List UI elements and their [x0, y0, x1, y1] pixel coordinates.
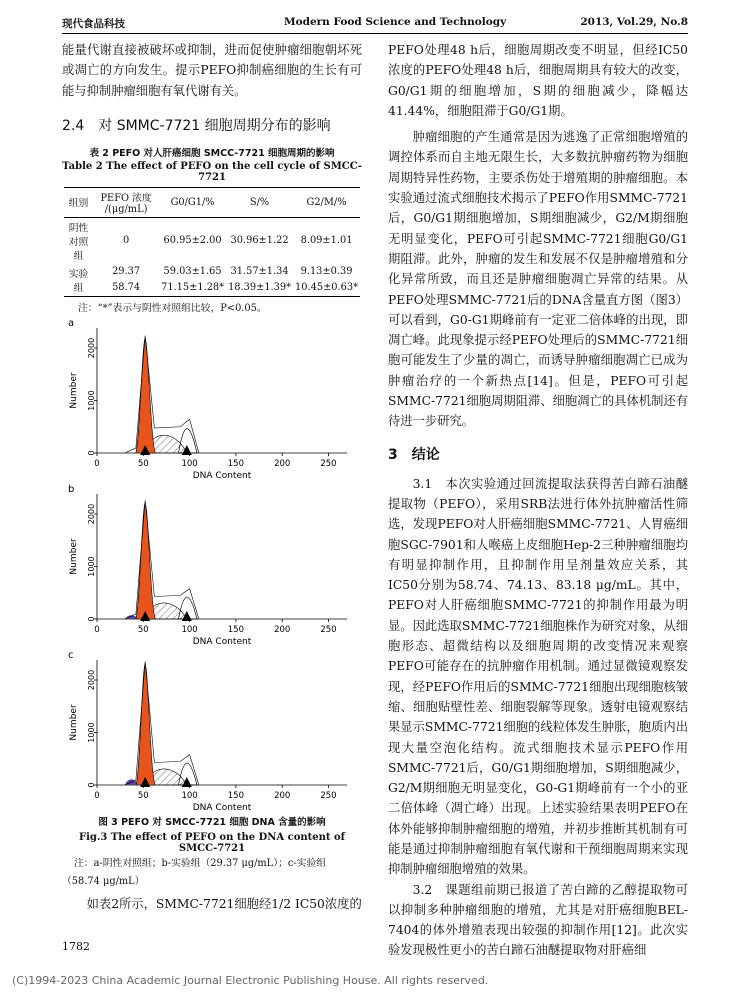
- y-tick-label: 0: [87, 782, 96, 788]
- left-paragraph-1: 能量代谢直接被破坏或抑制，进而促使肿瘤细胞朝坏死或凋亡的方向发生。提示PEFO抑制癌细胞的生长有可能与抑制肿瘤细胞有氧代谢有关。: [62, 43, 362, 98]
- table-cell: 29.37: [112, 266, 141, 278]
- panel-label: b: [68, 483, 75, 495]
- table-header-concentration: PEFO 浓度 /(μg/mL): [93, 187, 159, 217]
- figure-3-note-1: 注：a-阴性对照组；b-实验组（29.37 μg/mL）；c-实验组: [74, 857, 327, 869]
- table-cell: 9.13±0.39: [300, 266, 353, 278]
- histogram-svg: [62, 648, 362, 812]
- y-axis-label: Number: [69, 704, 79, 741]
- table-cell: 18.39±1.39*: [226, 280, 293, 297]
- table-header-g2m: G2/M/%: [293, 187, 360, 217]
- table-2-caption-cn: 表 2 PEFO 对人肝癌细胞 SMCC-7721 细胞周期的影响: [89, 147, 335, 159]
- x-axis-label: DNA Content: [192, 802, 252, 812]
- table-header-s: S/%: [226, 187, 293, 217]
- right-paragraph-2: 肿瘤细胞的产生通常是因为逃逸了正常细胞增殖的调控体系而自主地无限生长，大多数抗肿瘤药物为细胞周期特异性药物，主要杀伤处于增殖期的肿瘤细胞。本实验通过流式细胞技术揭示了PEFO作用SMMC-7721后，G0/G1期细胞增加，S期细胞减少，G2/M期细胞无明显变化，PEFO可引起SMMC-7721细胞G0/G1期阻滞。此外，肿瘤的发生和发展不仅是肿瘤增殖和分化异常所致，而且还是肿瘤细胞凋亡异常的结果。从PEFO处理SMMC-7721后的DNA含量直方图（图3）可以看到，G0-G1期峰前有一定亚二倍体峰的出现，即凋亡峰。此现象提示经PEFO处理后的SMMC-7721细胞可能发生了少量的凋亡，而诱导肿瘤细胞凋亡已成为肿瘤治疗的一个新热点[14]。但是，PEFO可引起SMMC-7721细胞周期阻滞、细胞凋亡的具体机制还有待进一步研究。: [388, 130, 688, 429]
- histogram-panel-c: [62, 648, 362, 812]
- y-tick-label: 2000: [87, 503, 96, 525]
- conclusion-3-2: 3.2 课题组前期已报道了苦白蹄的乙醇提取物可以抑制多种肿瘤细胞的增殖，尤其是对肝癌细胞BEL-7404的体外增殖表现出较强的抑制作用[12]。此次实验发现极性更小的苦白蹄石油醚提取物对肝癌细: [388, 882, 688, 958]
- x-tick-label: 200: [274, 790, 291, 801]
- histogram-svg: [62, 316, 362, 480]
- x-tick-label: 150: [227, 790, 245, 801]
- x-tick-label: 150: [227, 624, 245, 635]
- y-tick-label: 1000: [87, 556, 96, 577]
- y-tick-label: 2000: [87, 669, 96, 691]
- y-tick-label: 0: [87, 616, 96, 622]
- table-cell: 0: [122, 235, 130, 247]
- x-tick-label: 250: [320, 790, 337, 801]
- table-row: [64, 280, 360, 297]
- y-axis-label: Number: [69, 372, 79, 409]
- copyright-footer: (C)1994-2023 China Academic Journal Electronic Publishing House. All rights reserved.: [12, 974, 489, 987]
- table-row: [64, 217, 360, 264]
- x-tick-label: 100: [181, 458, 198, 469]
- x-tick-label: 50: [137, 458, 149, 469]
- figure-3-note-2: （58.74 μg/mL）: [62, 875, 145, 887]
- histogram-panel-a: [62, 316, 362, 480]
- table-cell: 8.09±1.01: [300, 235, 353, 247]
- x-tick-label: 250: [320, 624, 337, 635]
- x-tick-label: 50: [137, 790, 149, 801]
- y-tick-label: 0: [87, 450, 96, 456]
- x-tick-label: 0: [94, 624, 100, 635]
- figure-3-caption-en: Fig.3 The effect of PEFO on the DNA content of SMCC-7721: [79, 831, 345, 854]
- section-2-4-heading: 2.4 对 SMMC-7721 细胞周期分布的影响: [62, 117, 331, 134]
- envelope-curve: [125, 500, 199, 619]
- x-tick-label: 50: [137, 624, 149, 635]
- x-tick-label: 150: [227, 458, 245, 469]
- table-cell: 58.74: [93, 280, 159, 297]
- right-column: [388, 40, 688, 961]
- x-tick-label: 100: [181, 790, 198, 801]
- table-header-g0g1: G0/G1/%: [159, 187, 226, 217]
- histogram-panel-b: [62, 482, 362, 646]
- envelope-curve: [125, 661, 199, 785]
- x-tick-label: 250: [320, 458, 337, 469]
- y-tick-label: 1000: [87, 390, 96, 411]
- journal-name-en: Modern Food Science and Technology: [284, 16, 507, 28]
- panel-label: c: [68, 649, 74, 661]
- table-cell: 实验组: [64, 264, 93, 297]
- page-number: 1782: [62, 940, 90, 953]
- g0g1-peak: [136, 503, 156, 619]
- running-header: [62, 16, 688, 30]
- x-axis-label: DNA Content: [192, 636, 252, 646]
- g0g1-peak: [136, 338, 156, 453]
- table-2-caption-en: Table 2 The effect of PEFO on the cell cycle of SMCC-7721: [62, 160, 362, 183]
- table-cell: 59.03±1.65: [163, 266, 222, 278]
- table-cell: 60.95±2.00: [163, 235, 222, 247]
- table-cell: 30.96±1.22: [230, 235, 289, 247]
- y-tick-label: 2000: [87, 337, 96, 359]
- journal-name-cn: 现代食品科技: [62, 18, 125, 30]
- x-tick-label: 100: [181, 624, 198, 635]
- table-cell: 31.57±1.34: [230, 266, 289, 278]
- header-rule: [62, 33, 688, 34]
- table-header-group: 组别: [64, 187, 93, 217]
- table-2-note: 注：“*”表示与阴性对照组比较，P<0.05。: [78, 302, 267, 314]
- left-column: [62, 40, 362, 914]
- table-2: [64, 187, 360, 297]
- table-cell: 71.15±1.28*: [159, 280, 226, 297]
- x-tick-label: 0: [94, 458, 100, 469]
- y-axis-label: Number: [69, 538, 79, 575]
- right-paragraph-1: PEFO处理48 h后，细胞周期改变不明显，但经IC50浓度的PEFO处理48 h后，细胞周期具有较大的改变，G0/G1期的细胞增加，S期的细胞减少，降幅达41.44%，细胞阻滞于G0/G1期。: [388, 43, 688, 118]
- section-3-heading: 3 结论: [388, 446, 440, 463]
- issue-info: 2013, Vol.29, No.8: [580, 16, 688, 28]
- left-last-line: 如表2所示，SMMC-7721细胞经1/2 IC50浓度的: [86, 896, 362, 911]
- x-axis-label: DNA Content: [192, 470, 252, 480]
- x-tick-label: 200: [274, 458, 291, 469]
- figure-3-caption-cn: 图 3 PEFO 对 SMCC-7721 细胞 DNA 含量的影响: [98, 816, 326, 828]
- y-tick-label: 1000: [87, 722, 96, 743]
- figure-3: [62, 316, 362, 812]
- table-cell: 10.45±0.63*: [293, 280, 360, 297]
- g0g1-peak: [136, 664, 155, 785]
- histogram-svg: [62, 482, 362, 646]
- x-tick-label: 200: [274, 624, 291, 635]
- x-tick-label: 0: [94, 790, 100, 801]
- panel-label: a: [68, 317, 75, 329]
- conclusion-3-1: 3.1 本次实验通过回流提取法获得苦白蹄石油醚提取物（PEFO），采用SRB法进行体外抗肿瘤活性筛选，发现PEFO对人肝癌细胞SMMC-7721、人胃癌细胞SGC-7901和人喉癌上皮细胞Hep-2三种肿瘤细胞均有明显抑制作用，且抑制作用呈剂量效应关系，其IC50分别为58.74、74.13、83.18 μg/mL。其中，PEFO对人肝癌细胞SMMC-7721的抑制作用最为明显。因此选取SMMC-7721细胞株作为研究对象，从细胞形态、超微结构以及细胞周期的改变情况来观察PEFO可能存在的抗肿瘤作用机制。通过显微镜观察发现，经PEFO作用后的SMMC-7721细胞出现细胞核皱缩、细胞贴壁性差、细胞裂解等现象。透射电镜观察结果显示SMMC-7721细胞的线粒体发生肿胀，胞质内出现大量空泡化结构。流式细胞技术显示PEFO作用SMMC-7721后，G0/G1期细胞增加，S期细胞减少，G2/M期细胞无明显变化，G0-G1期峰前有一个小的亚二倍体峰（凋亡峰）出现。上述实验结果表明PEFO在体外能够抑制肿瘤细胞的增殖，并初步推断其机制有可能是通过抑制肿瘤细胞有氧代谢和干预细胞周期来实现抑制肿瘤细胞增殖的效果。: [388, 476, 688, 877]
- table-row: [64, 264, 360, 280]
- table-cell: 阴性对照组: [68, 222, 89, 262]
